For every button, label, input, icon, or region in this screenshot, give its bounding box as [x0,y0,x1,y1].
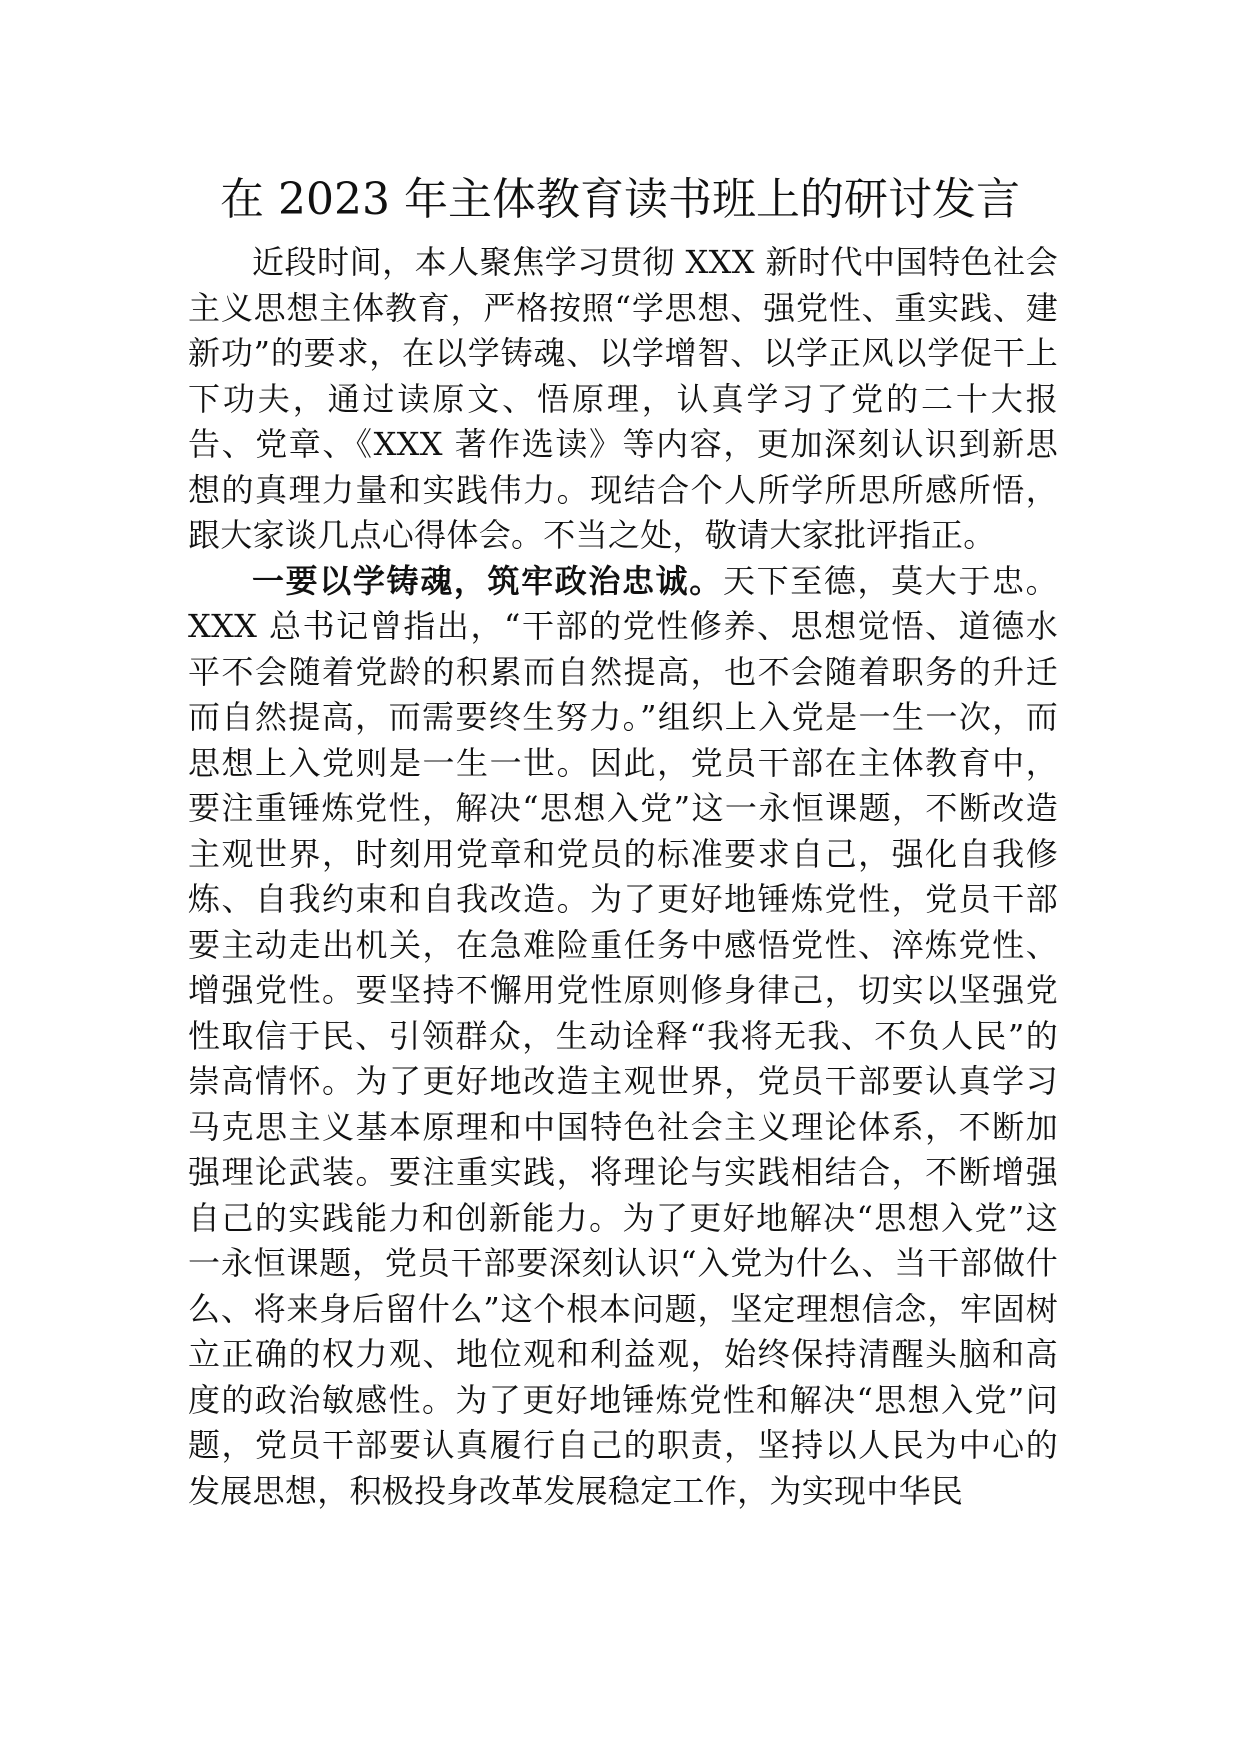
intro-paragraph: 近段时间，本人聚焦学习贯彻 XXX 新时代中国特色社会主义思想主体教育，严格按照“学思想、强党性、重实践、建新功”的要求，在以学铸魂、以学增智、以学正风以学促干上下功夫，通过读原文、悟原理，认真学习了党的二十大报告、党章、《XXX 著作选读》等内容，更加深刻认识到新思想的真理力量和实践伟力。现结合个人所学所思所感所悟，跟大家谈几点心得体会。不当之处，敬请大家批评指正。 [188,243,1058,554]
section-1-paragraph [188,559,1058,1515]
document-title: 在 2023 年主体教育读书班上的研讨发言 [220,174,1020,225]
section-1-heading: 一要以学铸魂，筑牢政治忠诚。 [252,561,723,600]
document-body [188,240,1058,1514]
section-1-body: 天下至德，莫大于忠。XXX 总书记曾指出，“干部的党性修养、思想觉悟、道德水平不会随着党龄的积累而自然提高，也不会随着职务的升迁而自然提高，而需要终生努力。”组织上入党是一生一次，而思想上入党则是一生一世。因此，党员干部在主体教育中，要注重锤炼党性，解决“思想入党”这一永恒课题，不断改造主观世界，时刻用党章和党员的标准要求自己，强化自我修炼、自我约束和自我改造。为了更好地锤炼党性，党员干部要主动走出机关，在急难险重任务中感悟党性、淬炼党性、增强党性。要坚持不懈用党性原则修身律己，切实以坚强党性取信于民、引领群众，生动诠释“我将无我、不负人民”的崇高情怀。为了更好地改造主观世界，党员干部要认真学习马克思主义基本原理和中国特色社会主义理论体系，不断加强理论武装。要注重实践，将理论与实践相结合，不断增强自己的实践能力和创新能力。为了更好地解决“思想入党”这一永恒课题，党员干部要深刻认识“入党为什么、当干部做什么、将来身后留什么”这个根本问题，坚定理想信念，牢固树立正确的权力观、地位观和利益观，始终保持清醒头脑和高度的政治敏感性。为了更好地锤炼党性和解决“思想入党”问题，党员干部要认真履行自己的职责，坚持以人民为中心的发展思想，积极投身改革发展稳定工作，为实现中华民 [188,561,1058,1510]
